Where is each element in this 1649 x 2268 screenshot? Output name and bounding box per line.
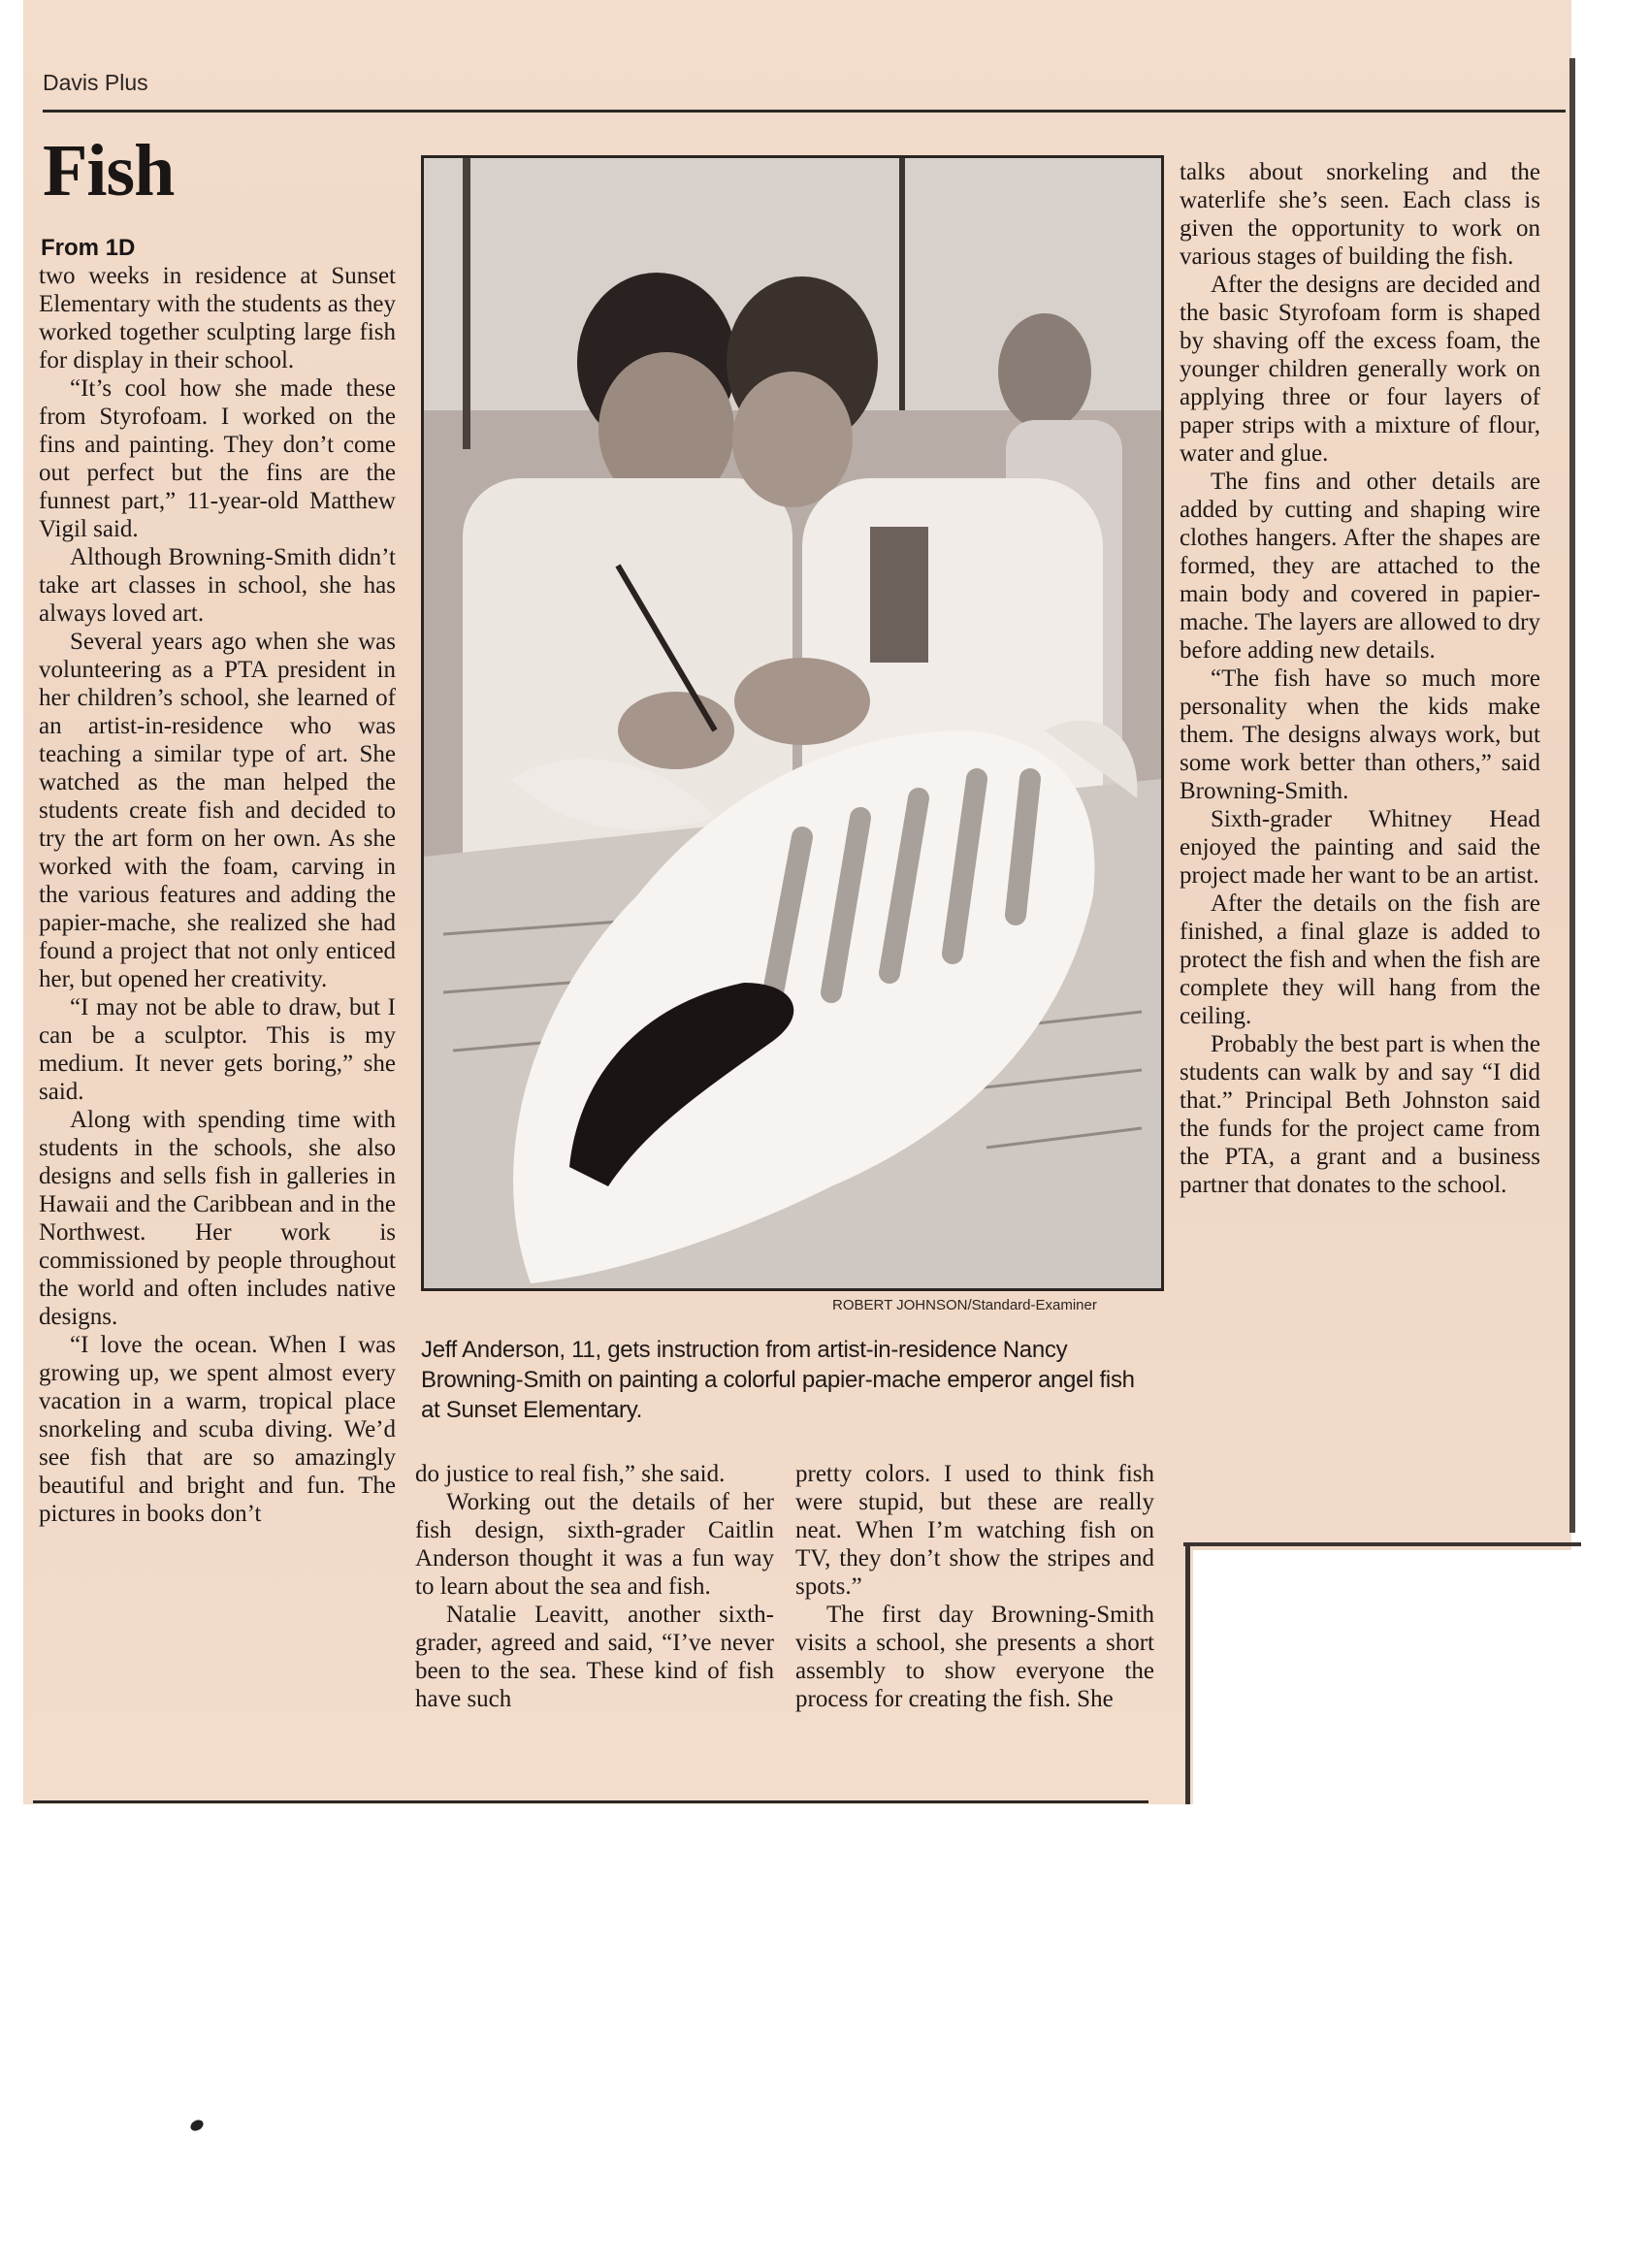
paragraph: Although Browning-Smith didn’t take art classes in school, she has always loved art. bbox=[39, 544, 396, 627]
headline: Fish bbox=[43, 130, 175, 211]
section-rule bbox=[43, 110, 1566, 113]
paragraph: The fins and other details are added by cutting and shaping wire clothes hangers. After the shapes are formed, they are attached to the main body and covered in papier-mache. The layers are allowed to dry before adding new details. bbox=[1180, 469, 1540, 664]
paragraph: talks about snorkeling and the waterlife she’s seen. Each class is given the opportunity to work on various stages of building the fish. bbox=[1180, 159, 1540, 270]
article-column-1 bbox=[39, 262, 396, 1528]
column-rule bbox=[1569, 58, 1575, 1533]
divider bbox=[1185, 1542, 1190, 1804]
clipping-cutout bbox=[1193, 1550, 1581, 1822]
paragraph: pretty colors. I used to think fish were stupid, but these are really neat. When I’m watching fish on TV, they don’t show the stripes and spots.” bbox=[795, 1461, 1154, 1600]
paragraph: “It’s cool how she made these from Styrofoam. I worked on the fins and painting. They don’t come out perfect but the fins are the funnest part,” 11-year-old Matthew Vigil said. bbox=[39, 375, 396, 542]
paragraph: “I love the ocean. When I was growing up, we spent almost every vacation in a warm, tropical place snorkeling and scuba diving. We’d see fish that are so amazingly beautiful and bright and fun. The pictures in books don’t bbox=[39, 1332, 396, 1527]
bottom-rule bbox=[33, 1800, 1148, 1803]
paragraph: Working out the details of her fish design, sixth-grader Caitlin Anderson thought it was a fun way to learn about the sea and fish. bbox=[415, 1489, 774, 1600]
paragraph: After the designs are decided and the basic Styrofoam form is shaped by shaving off the excess foam, the younger children generally work on applying three or four layers of paper strips with a mixture of flour, water and glue. bbox=[1180, 272, 1540, 467]
divider bbox=[1183, 1542, 1581, 1546]
paragraph: After the details on the fish are finished, a final glaze is added to protect the fish and when the fish are complete they will hang from the ceiling. bbox=[1180, 891, 1540, 1029]
paragraph: Sixth-grader Whitney Head enjoyed the painting and said the project made her want to be an artist. bbox=[1180, 806, 1540, 889]
scan-speck bbox=[188, 2118, 205, 2133]
article-column-3 bbox=[795, 1460, 1154, 1713]
photo-credit: ROBERT JOHNSON/Standard-Examiner bbox=[832, 1297, 1097, 1313]
paragraph: “The fish have so much more personality when the kids make them. The designs always work, but some work better than others,” said Browning-Smith. bbox=[1180, 665, 1540, 804]
paragraph: two weeks in residence at Sunset Elementary with the students as they worked together sculpting large fish for display in their school. bbox=[39, 263, 396, 373]
paragraph: do justice to real fish,” she said. bbox=[415, 1461, 726, 1487]
photo-caption: Jeff Anderson, 11, gets instruction from artist-in-residence Nancy Browning-Smith on painting a colorful papier-mache emperor angel fish at Sunset Elementary. bbox=[421, 1337, 1135, 1423]
paragraph: Along with spending time with students in the schools, she also designs and sells fish in galleries in Hawaii and the Caribbean and in the Northwest. Her work is commissioned by people throughout the world and often includes native designs. bbox=[39, 1107, 396, 1330]
section-label: Davis Plus bbox=[43, 70, 148, 95]
paragraph: Several years ago when she was volunteering as a PTA president in her children’s school, she learned of an artist-in-residence who was teaching a similar type of art. She watched as the man helped the students create fish and decided to try the art form on her own. As she worked with the foam, carving in the various features and adding the papier-mache, she realized she had found a project that not only enticed her, but opened her creativity. bbox=[39, 629, 396, 992]
article-column-2 bbox=[415, 1460, 774, 1713]
article-column-4 bbox=[1180, 158, 1540, 1199]
jump-line: From 1D bbox=[41, 235, 136, 261]
paragraph: The first day Browning-Smith visits a school, she presents a short assembly to show everyone the process for creating the fish. She bbox=[795, 1602, 1154, 1712]
news-photo bbox=[421, 155, 1164, 1291]
paragraph: Natalie Leavitt, another sixth-grader, agreed and said, “I’ve never been to the sea. These kind of fish have such bbox=[415, 1602, 774, 1712]
paragraph: “I may not be able to draw, but I can be a sculptor. This is my medium. It never gets boring,” she said. bbox=[39, 994, 396, 1105]
paragraph: Probably the best part is when the students can walk by and say “I did that.” Principal Beth Johnston said the funds for the project came from the PTA, a grant and a business partner that donates to the school. bbox=[1180, 1031, 1540, 1198]
photo-illustration bbox=[424, 158, 1161, 1288]
